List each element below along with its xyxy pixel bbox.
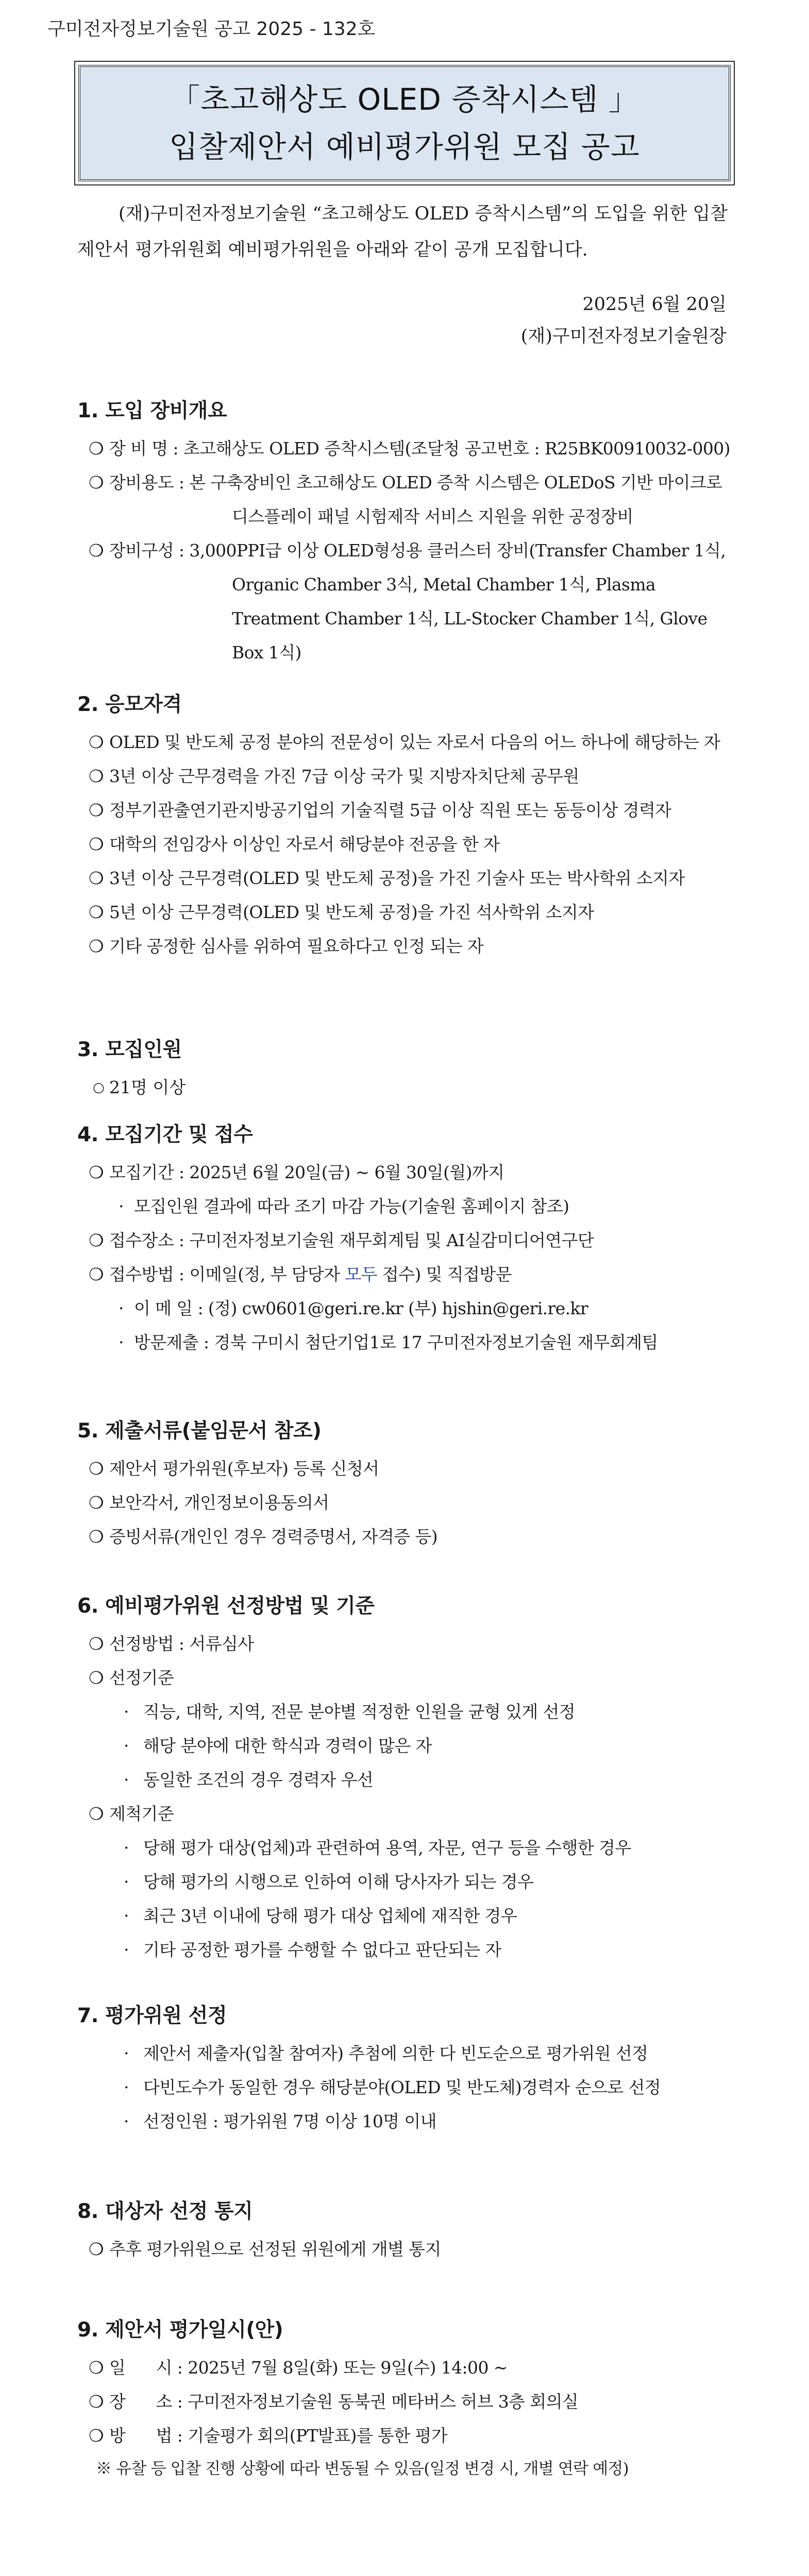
schedule-method-item: ❍ 방 법 : 기술평가 회의(PT발표)를 통한 평가 bbox=[77, 2419, 742, 2453]
list-item: ❍ 접수방법 : 이메일(정, 부 담당자 모두 접수) 및 직접방문 bbox=[77, 1258, 742, 1292]
hollow-circle-bullet-icon: ❍ bbox=[89, 868, 104, 888]
hollow-circle-bullet-icon: ❍ bbox=[89, 1668, 104, 1688]
hollow-circle-bullet-icon: ❍ bbox=[89, 1162, 104, 1182]
list-subitem: · 당해 평가 대상(업체)과 관련하여 용역, 자문, 연구 등을 수행한 경우 bbox=[77, 1831, 742, 1865]
section-title: 3. 모집인원 bbox=[77, 1038, 182, 1061]
list-item: ❍ 모집기간 : 2025년 6월 20일(금) ~ 6월 30일(월)까지 bbox=[77, 1156, 742, 1190]
hollow-circle-bullet-icon: ❍ bbox=[89, 2426, 104, 2446]
list-item: ❍ 5년 이상 근무경력(OLED 및 반도체 공정)을 가진 석사학위 소지자 bbox=[77, 895, 742, 929]
hollow-circle-bullet-icon: ❍ bbox=[89, 834, 104, 854]
dot-bullet-icon: · bbox=[124, 1838, 129, 1858]
list-subitem: · 해당 분야에 대한 학식과 경력이 많은 자 bbox=[77, 1729, 742, 1763]
hollow-circle-bullet-icon: ❍ bbox=[89, 1527, 104, 1547]
section-eligibility bbox=[77, 690, 742, 963]
list-item: ❍ 선정방법 : 서류심사 bbox=[77, 1627, 742, 1661]
schedule-note: ※ 유찰 등 입찰 진행 상황에 따라 변동될 수 있음(일정 변경 시, 개별 연락 예정) bbox=[96, 2460, 629, 2478]
list-item: ○ 21명 이상 bbox=[77, 1071, 742, 1105]
notice-date: 2025년 6월 20일 bbox=[582, 294, 727, 315]
section-documents bbox=[77, 1417, 742, 1554]
dot-bullet-icon: · bbox=[124, 2077, 129, 2097]
list-item: ❍ 제척기준 bbox=[77, 1797, 742, 1831]
list-item: ❍ 증빙서류(개인인 경우 경력증명서, 자격증 등) bbox=[77, 1520, 742, 1554]
title-line-2: 입찰제안서 예비평가위원 모집 공고 bbox=[169, 129, 640, 164]
schedule-place-item: ❍ 장 소 : 구미전자정보기술원 동북권 메타버스 허브 3층 회의실 bbox=[77, 2385, 742, 2419]
section-title: 2. 응모자격 bbox=[77, 693, 182, 716]
hollow-circle-bullet-icon: ❍ bbox=[89, 1804, 104, 1824]
intro-paragraph: (재)구미전자정보기술원 “초고해상도 OLED 증착시스템”의 도입을 위한 입찰제안서 평가위원회 예비평가위원을 아래와 같이 공개 모집합니다. bbox=[77, 204, 728, 260]
section-title: 1. 도입 장비개요 bbox=[77, 399, 227, 422]
section-title: 9. 제안서 평가일시(안) bbox=[77, 2318, 283, 2342]
list-subitem bbox=[77, 1292, 742, 1326]
equipment-composition-item: ❍ 장비구성 : 3,000PPI급 이상 OLED형성용 클러스터 장비(Transfer Chamber 1식, Organic Chamber 3식, Metal Chamber 1식, Plasma Treatment Chamber 1식, LL-Stocker Chamber 1식, Glove Box 1식) bbox=[77, 534, 742, 670]
list-subitem: · 기타 공정한 평가를 수행할 수 없다고 판단되는 자 bbox=[77, 1933, 742, 1967]
hollow-circle-bullet-icon: ❍ bbox=[89, 936, 104, 956]
section-notification bbox=[77, 2197, 742, 2266]
schedule-date-item: ❍ 일 시 : 2025년 7월 8일(화) 또는 9일(수) 14:00 ~ bbox=[77, 2351, 742, 2385]
date-block bbox=[521, 289, 727, 352]
hollow-circle-bullet-icon: ❍ bbox=[89, 2239, 104, 2259]
list-item: ❍ 접수장소 : 구미전자정보기술원 재무회계팀 및 AI실감미디어연구단 bbox=[77, 1224, 742, 1258]
hollow-circle-bullet-icon: ❍ bbox=[89, 2392, 104, 2412]
section-title: 7. 평가위원 선정 bbox=[77, 2004, 227, 2027]
section-period-and-submission bbox=[77, 1121, 742, 1360]
list-subitem: · 제안서 제출자(입찰 참여자) 추첨에 의한 다 빈도순으로 평가위원 선정 bbox=[77, 2037, 742, 2071]
hollow-circle-bullet-icon: ❍ bbox=[89, 472, 104, 493]
section-recruit-count bbox=[77, 1036, 742, 1105]
list-subitem: · 모집인원 결과에 따라 조기 마감 가능(기술원 홈페이지 참조) bbox=[77, 1190, 742, 1224]
list-subitem: · 직능, 대학, 지역, 전문 분야별 적정한 인원을 균형 있게 선정 bbox=[77, 1695, 742, 1729]
list-item: ❍ 선정기준 bbox=[77, 1661, 742, 1695]
list-item: ❍ 3년 이상 근무경력을 가진 7급 이상 국가 및 지방자치단체 공무원 bbox=[77, 759, 742, 793]
hollow-circle-bullet-icon: ❍ bbox=[89, 1264, 104, 1284]
dot-bullet-icon: · bbox=[124, 1940, 129, 1960]
hollow-circle-bullet-icon: ❍ bbox=[89, 766, 104, 786]
list-item: ❍ 제안서 평가위원(후보자) 등록 신청서 bbox=[77, 1452, 742, 1486]
section-title: 8. 대상자 선정 통지 bbox=[77, 2200, 253, 2223]
hollow-circle-bullet-icon: ❍ bbox=[89, 800, 104, 820]
dot-bullet-icon: · bbox=[124, 1872, 129, 1892]
hollow-circle-bullet-icon: ❍ bbox=[89, 2358, 104, 2378]
hollow-circle-bullet-icon: ❍ bbox=[89, 902, 104, 922]
dot-bullet-icon: · bbox=[124, 2111, 129, 2131]
list-subitem: · 다빈도수가 동일한 경우 해당분야(OLED 및 반도체)경력자 순으로 선정 bbox=[77, 2071, 742, 2105]
hollow-circle-bullet-icon: ❍ bbox=[89, 540, 104, 561]
issuer: (재)구미전자정보기술원장 bbox=[520, 326, 727, 347]
section-equipment-overview bbox=[77, 397, 742, 670]
list-item: ❍ 추후 평가위원으로 선정된 위원에게 개별 통지 bbox=[77, 2232, 742, 2266]
dot-bullet-icon: · bbox=[124, 1906, 129, 1926]
hollow-circle-bullet-icon: ❍ bbox=[89, 438, 104, 459]
list-subitem: · 동일한 조건의 경우 경력자 우선 bbox=[77, 1763, 742, 1797]
list-subitem: · 당해 평가의 시행으로 인하여 이해 당사자가 되는 경우 bbox=[77, 1865, 742, 1899]
section-evaluator-selection bbox=[77, 2002, 742, 2139]
dot-bullet-icon: · bbox=[124, 1702, 129, 1722]
small-circle-bullet-icon: ○ bbox=[93, 1080, 105, 1095]
dot-bullet-icon: · bbox=[124, 1736, 129, 1756]
list-item: ❍ OLED 및 반도체 공정 분야의 전문성이 있는 자로서 다음의 어느 하나에 해당하는 자 bbox=[77, 725, 742, 759]
dot-bullet-icon: · bbox=[119, 1298, 124, 1318]
hollow-circle-bullet-icon: ❍ bbox=[89, 1634, 104, 1654]
section-title: 5. 제출서류(붙임문서 참조) bbox=[77, 1419, 322, 1443]
list-subitem: · 방문제출 : 경북 구미시 첨단기업1로 17 구미전자정보기술원 재무회계팀 bbox=[77, 1326, 742, 1360]
title-line-1: 「초고해상도 OLED 증착시스템 」 bbox=[170, 82, 639, 117]
section-title: 4. 모집기간 및 접수 bbox=[77, 1123, 253, 1146]
document-number: 구미전자정보기술원 공고 2025 - 132호 bbox=[47, 19, 376, 40]
list-item: ❍ 정부기관출연기관지방공기업의 기술직렬 5급 이상 직원 또는 동등이상 경력자 bbox=[77, 793, 742, 827]
dot-bullet-icon: · bbox=[119, 1196, 124, 1216]
email-addresses: 이 메 일 : (정) cw0601@geri.re.kr (부) hjshin@geri.re.kr bbox=[134, 1298, 588, 1318]
list-subitem: · 최근 3년 이내에 당해 평가 대상 업체에 재직한 경우 bbox=[77, 1899, 742, 1933]
list-item: ❍ 3년 이상 근무경력(OLED 및 반도체 공정)을 가진 기술사 또는 박사학위 소지자 bbox=[77, 861, 742, 895]
list-item: ❍ 기타 공정한 심사를 위하여 필요하다고 인정 되는 자 bbox=[77, 929, 742, 963]
section-evaluation-schedule bbox=[77, 2316, 742, 2485]
dot-bullet-icon: · bbox=[119, 1332, 124, 1352]
dot-bullet-icon: · bbox=[124, 2043, 129, 2063]
equipment-name-item: ❍ 장 비 명 : 초고해상도 OLED 증착시스템(조달청 공고번호 : R25BK00910032-000) bbox=[77, 432, 742, 466]
dot-bullet-icon: · bbox=[124, 1770, 129, 1790]
hollow-circle-bullet-icon: ❍ bbox=[89, 1493, 104, 1513]
equipment-purpose-item: ❍ 장비용도 : 본 구축장비인 초고해상도 OLED 증착 시스템은 OLEDoS 기반 마이크로 디스플레이 패널 시험제작 서비스 지원을 위한 공정장비 bbox=[77, 466, 742, 534]
hollow-circle-bullet-icon: ❍ bbox=[89, 1230, 104, 1250]
list-item: ❍ 대학의 전임강사 이상인 자로서 해당분야 전공을 한 자 bbox=[77, 827, 742, 861]
hollow-circle-bullet-icon: ❍ bbox=[89, 1459, 104, 1479]
list-item: ❍ 보안각서, 개인정보이용동의서 bbox=[77, 1486, 742, 1520]
section-selection-criteria bbox=[77, 1592, 742, 1967]
title-box bbox=[78, 65, 731, 181]
list-subitem: · 선정인원 : 평가위원 7명 이상 10명 이내 bbox=[77, 2105, 742, 2139]
hollow-circle-bullet-icon: ❍ bbox=[89, 732, 104, 752]
section-title: 6. 예비평가위원 선정방법 및 기준 bbox=[77, 1595, 375, 1618]
